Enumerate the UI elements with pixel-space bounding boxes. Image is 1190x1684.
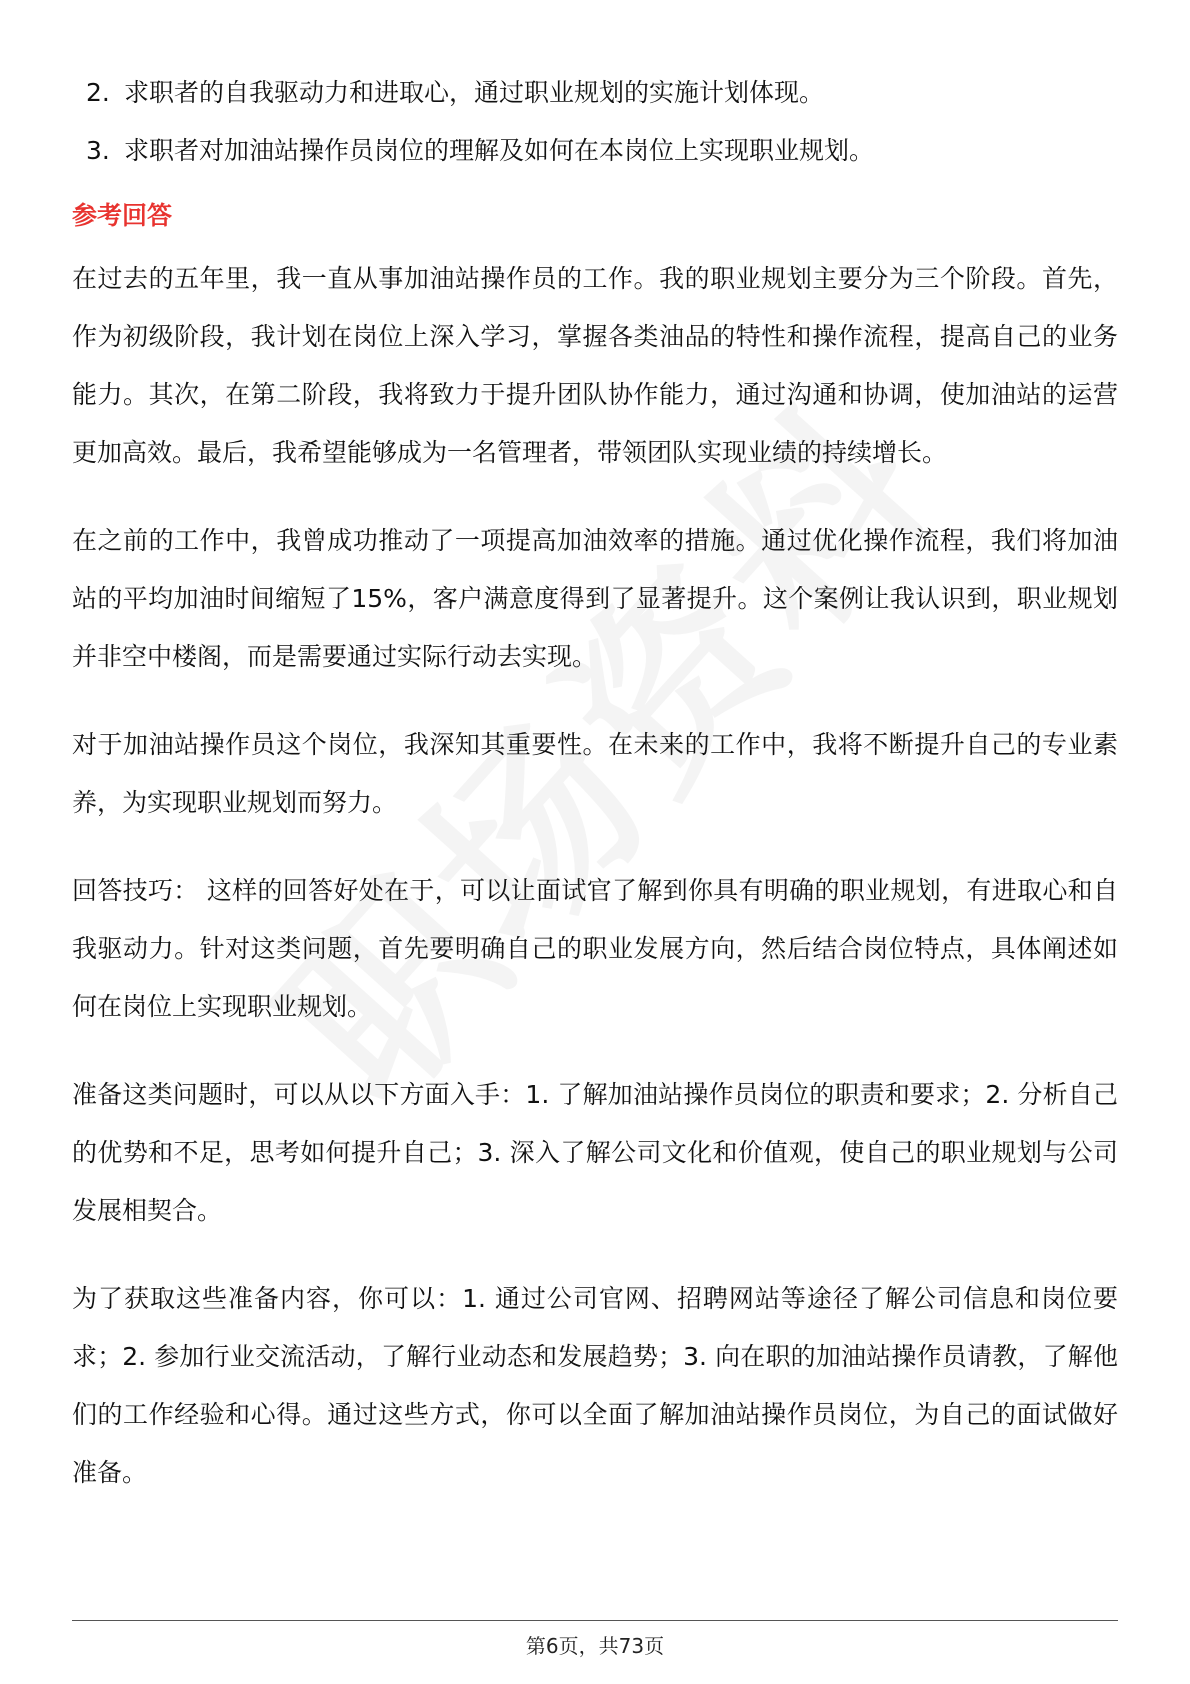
paragraph: 在过去的五年里，我一直从事加油站操作员的工作。我的职业规划主要分为三个阶段。首先，作为初级阶段，我计划在岗位上深入学习，掌握各类油品的特性和操作流程，提高自己的业务能力。其次，在第二阶段，我将致力于提升团队协作能力，通过沟通和协调，使加油站的运营更加高效。最后，我希望能够成为一名管理者，带领团队实现业绩的持续增长。	[72, 264, 1118, 467]
paragraph: 准备这类问题时，可以从以下方面入手：1. 了解加油站操作员岗位的职责和要求；2. 分析自己的优势和不足，思考如何提升自己；3. 深入了解公司文化和价值观，使自己的职业规划与公司发展相契合。	[72, 1080, 1118, 1225]
list-item-text: 求职者对加油站操作员岗位的理解及如何在本岗位上实现职业规划。	[124, 136, 875, 165]
list-item-number: 2.	[86, 78, 110, 107]
page-content	[72, 64, 1118, 1532]
section-heading: 参考回答	[72, 201, 173, 230]
list-item	[72, 122, 1118, 180]
footer-divider	[72, 1620, 1118, 1621]
requirement-list	[72, 64, 1118, 180]
list-item	[72, 64, 1118, 122]
paragraph: 在之前的工作中，我曾成功推动了一项提高加油效率的措施。通过优化操作流程，我们将加油站的平均加油时间缩短了15%，客户满意度得到了显著提升。这个案例让我认识到，职业规划并非空中楼阁，而是需要通过实际行动去实现。	[72, 526, 1118, 671]
list-item-number: 3.	[86, 136, 110, 165]
paragraph: 回答技巧： 这样的回答好处在于，可以让面试官了解到你具有明确的职业规划，有进取心和自我驱动力。针对这类问题，首先要明确自己的职业发展方向，然后结合岗位特点，具体阐述如何在岗位上实现职业规划。	[72, 876, 1118, 1021]
paragraph: 对于加油站操作员这个岗位，我深知其重要性。在未来的工作中，我将不断提升自己的专业素养，为实现职业规划而努力。	[72, 730, 1118, 817]
page-number: 第6页，共73页	[525, 1634, 665, 1658]
paragraph: 为了获取这些准备内容，你可以：1. 通过公司官网、招聘网站等途径了解公司信息和岗位要求；2. 参加行业交流活动，了解行业动态和发展趋势；3. 向在职的加油站操作员请教，了解他们的工作经验和心得。通过这些方式，你可以全面了解加油站操作员岗位，为自己的面试做好准备。	[72, 1284, 1118, 1487]
list-item-text: 求职者的自我驱动力和进取心，通过职业规划的实施计划体现。	[124, 78, 825, 107]
